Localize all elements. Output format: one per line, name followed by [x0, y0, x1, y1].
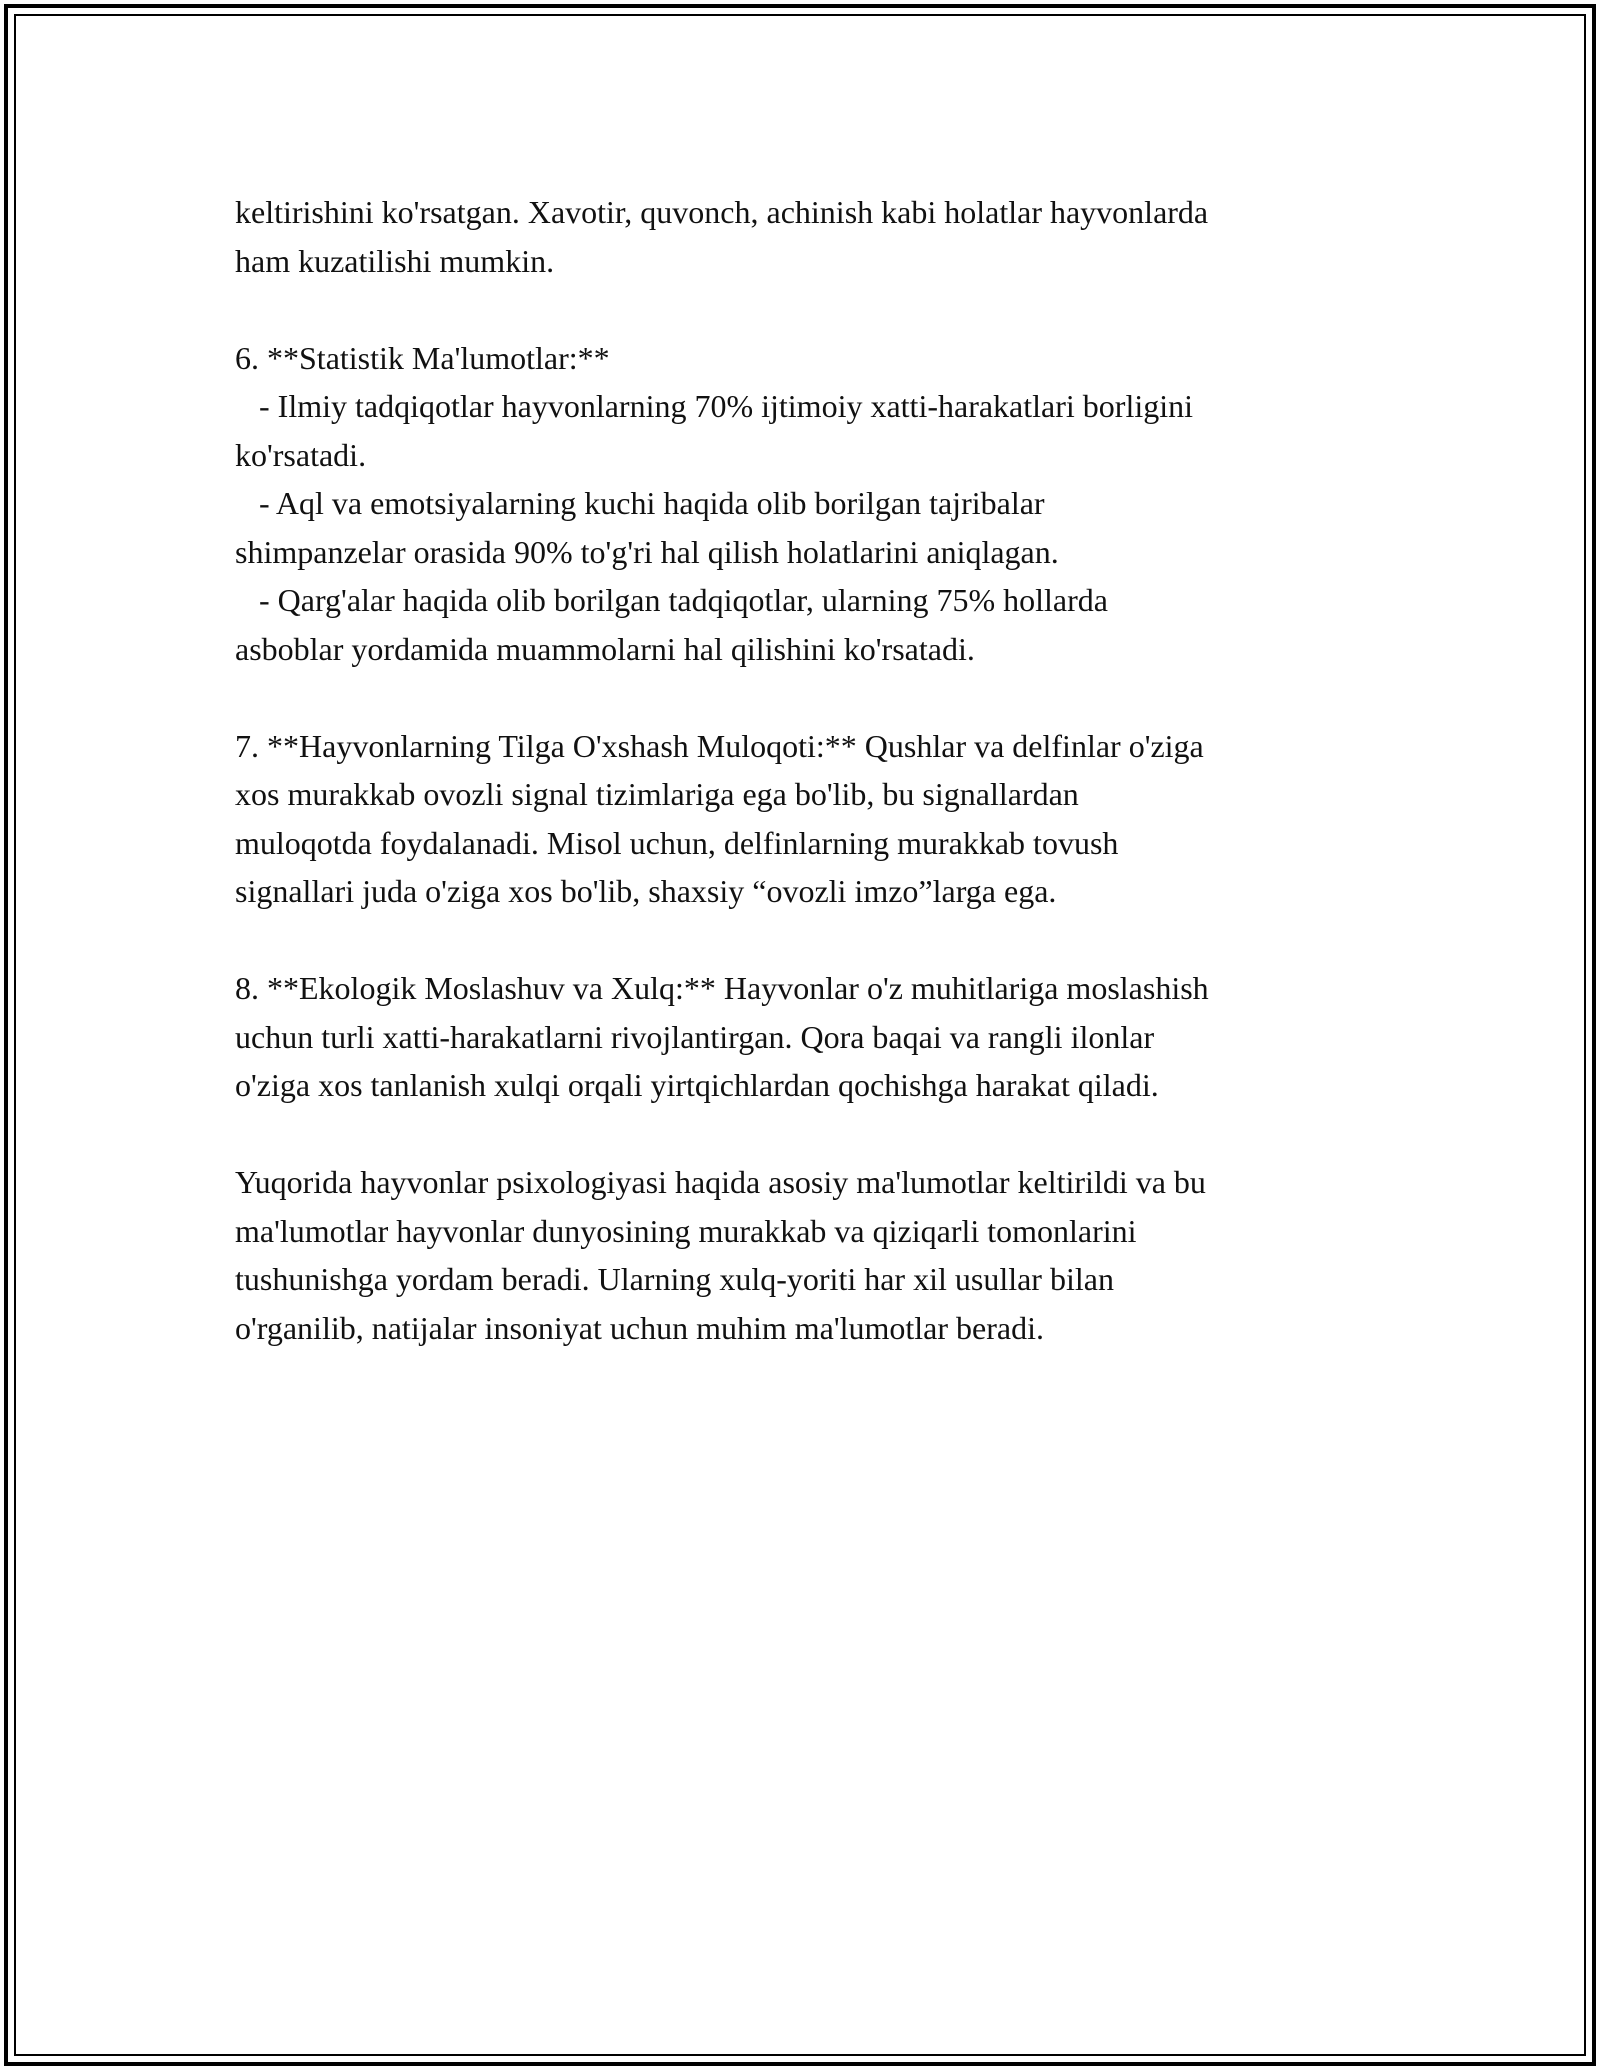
text-line: 6. **Statistik Ma'lumotlar:**: [235, 339, 610, 376]
text-line: tushunishga yordam beradi. Ularning xulq-yoriti har xil usullar bilan: [235, 1261, 1114, 1297]
text-line: - Aql va emotsiyalarning kuchi haqida olib borilgan tajribalar: [235, 485, 1045, 521]
text-line: - Ilmiy tadqiqotlar hayvonlarning 70% ijtimoiy xatti-harakatlari borligini: [235, 388, 1193, 424]
text-line: keltirishini ko'rsatgan. Xavotir, quvonch, achinish kabi holatlar hayvonlarda: [235, 194, 1209, 230]
text-line: shimpanzelar orasida 90% to'g'ri hal qilish holatlarini aniqlagan.: [235, 533, 1059, 570]
text-line: Yuqorida hayvonlar psixologiyasi haqida asosiy ma'lumotlar keltirildi va bu: [235, 1164, 1206, 1200]
text-line: 8. **Ekologik Moslashuv va Xulq:** Hayvonlar o'z muhitlariga moslashish: [235, 970, 1209, 1006]
text-line: uchun turli xatti-harakatlarni rivojlantirgan. Qora baqai va rangli ilonlar: [235, 1018, 1155, 1055]
text-line: o'ziga xos tanlanish xulqi orqali yirtqichlardan qochishga harakat qiladi.: [235, 1067, 1159, 1103]
text-line: o'rganilib, natijalar insoniyat uchun muhim ma'lumotlar beradi.: [235, 1309, 1044, 1346]
text-line: asboblar yordamida muammolarni hal qilishini ko'rsatadi.: [235, 630, 975, 667]
text-line: 7. **Hayvonlarning Tilga O'xshash Muloqoti:** Qushlar va delfinlar o'ziga: [235, 727, 1204, 764]
text-line: - Qarg'alar haqida olib borilgan tadqiqotlar, ularning 75% hollarda: [235, 582, 1108, 618]
document-body: [235, 188, 1375, 1352]
text-line: ham kuzatilishi mumkin.: [235, 242, 555, 279]
text-line: ko'rsatadi.: [235, 436, 367, 473]
text-line: xos murakkab ovozli signal tizimlariga ega bo'lib, bu signallardan: [235, 776, 1079, 812]
text-line: signallari juda o'ziga xos bo'lib, shaxsiy “ovozli imzo”larga ega.: [235, 873, 1057, 909]
text-line: muloqotda foydalanadi. Misol uchun, delfinlarning murakkab tovush: [235, 824, 1119, 861]
text-line: ma'lumotlar hayvonlar dunyosining murakkab va qiziqarli tomonlarini: [235, 1212, 1137, 1249]
